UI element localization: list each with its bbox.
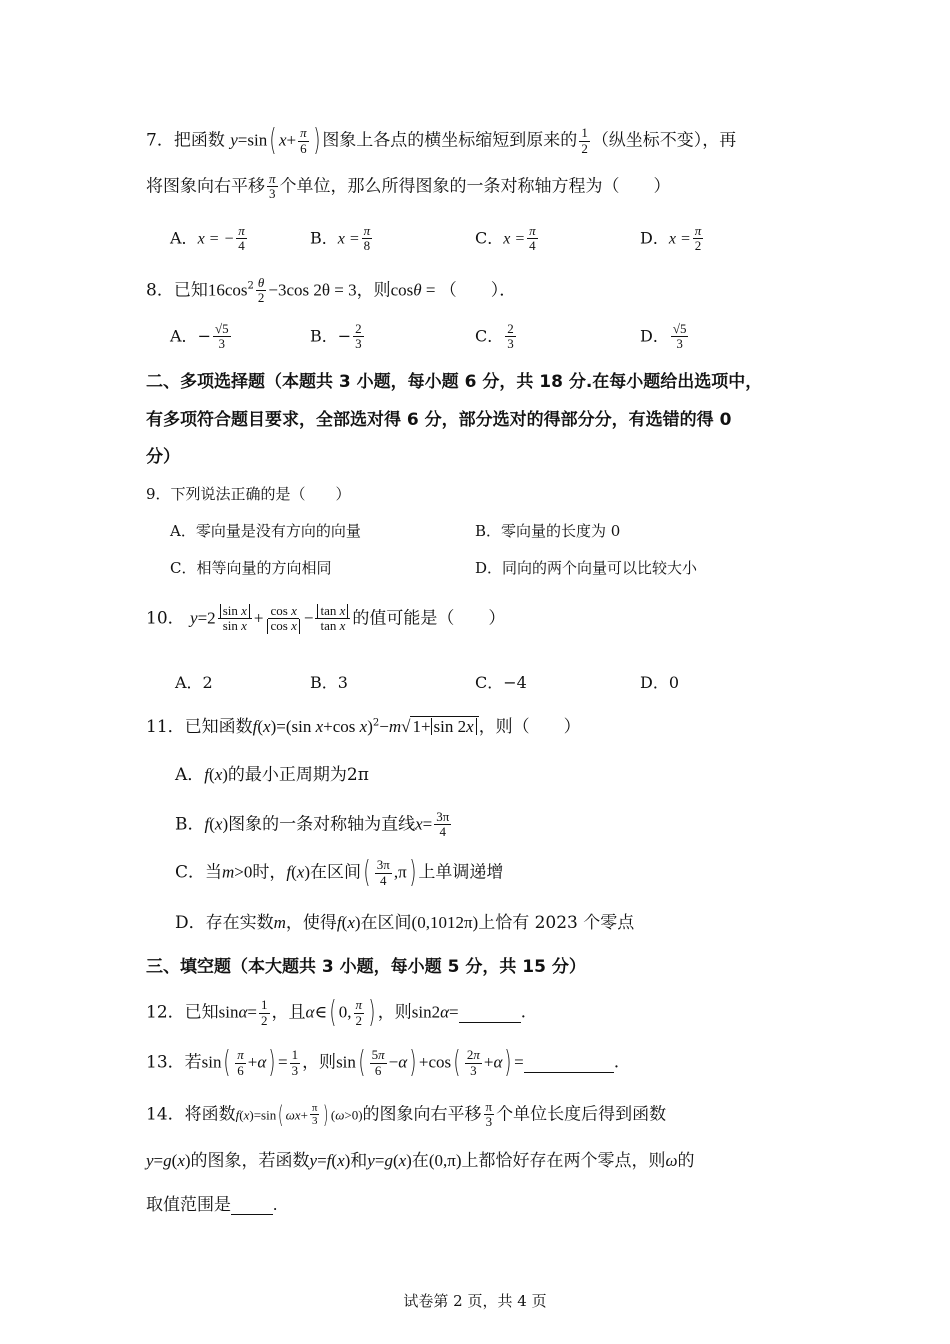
section2-heading-line2: 有多项符合题目要求，全部选对得 6 分，部分选对的得部分分，有选错的得 0 [146, 410, 732, 430]
q14-line2: y=g(x)的图象，若函数y=f(x)和y=g(x)在(0,π)上都恰好存在两个零点，则ω的 [146, 1151, 695, 1171]
q9-option-a[interactable]: A．零向量是没有方向的向量 [170, 522, 361, 540]
q7-text-5: 个单位，那么所得图象的一条对称轴方程为（ ） [279, 176, 671, 197]
q7-option-c[interactable]: C．x = $\frac{\pi}{4}$ [475, 223, 536, 254]
q10-stem: 10． y=2 $\frac{\text{sin x}}{\text{sin x}}$ + $\frac{\text{cos x}}{\text{cos x}}$ − $\frac{\text{tan x}}{\text{tan x}}$ 的值可能是（ ） [146, 603, 506, 634]
q7-option-b[interactable]: B．x = $\frac{\pi}{8}$ [310, 223, 371, 254]
q7-number: 7． [146, 130, 174, 151]
section2-heading-line1: 二、多项选择题（本题共 3 小题，每小题 6 分，共 18 分.在每小题给出选项中， [146, 372, 763, 392]
q11-option-c[interactable]: C．当m>0时，f(x)在区间( $\frac{3\pi}{4}$ ,π) 上单调递增 [175, 855, 504, 890]
q11-option-d[interactable]: D．存在实数m，使得f(x)在区间(0,1012π)上恰有 2023 个零点 [175, 913, 635, 933]
q13-answer-blank[interactable] [524, 1055, 614, 1073]
page-footer: 试卷第 2 页，共 4 页 [403, 1292, 547, 1310]
q9-option-d[interactable]: D．同向的两个向量可以比较大小 [475, 559, 698, 577]
q8-option-b[interactable]: B．− $\frac{2}{3}$ [310, 321, 362, 352]
q11-option-a[interactable]: A．f(x)的最小正周期为2π [175, 765, 369, 785]
q14-line3: 取值范围是 . [146, 1195, 278, 1215]
section3-heading: 三、填空题（本大题共 3 小题，每小题 5 分，共 15 分） [146, 957, 586, 977]
q14-line1: 14．将函数f(x)=sin( ωx+ $\frac{\pi}{3}$ ) (ω>0)的图象向右平移 $\frac{\pi}{3}$ 个单位长度后得到函数 [146, 1099, 667, 1130]
q7-text-1: 把函数 [173, 130, 225, 151]
q7-option-d[interactable]: D．x = $\frac{\pi}{2}$ [640, 223, 702, 254]
q11-option-b[interactable]: B．f(x)图象的一条对称轴为直线x= $\frac{3\pi}{4}$ [175, 809, 450, 840]
q9-option-b[interactable]: B．零向量的长度为 0 [475, 522, 621, 540]
q7-option-a[interactable]: A．x = − $\frac{\pi}{4}$ [170, 223, 245, 254]
q10-option-d[interactable]: D．0 [640, 673, 680, 692]
q7-text-2: 图象上各点的横坐标缩短到原来的 [322, 130, 578, 151]
q7-text-3: （纵坐标不变），再 [591, 130, 737, 151]
q12-answer-blank[interactable] [459, 1005, 521, 1023]
q7-function: y [230, 130, 238, 150]
q10-option-b[interactable]: B．3 [310, 673, 348, 692]
q10-option-a[interactable]: A．2 [175, 673, 213, 692]
q7-text-4: 将图象向右平移 [146, 176, 265, 197]
q9-option-c[interactable]: C．相等向量的方向相同 [170, 559, 332, 577]
q14-answer-blank[interactable] [231, 1197, 273, 1215]
q8-option-c[interactable]: C． $\frac{2}{3}$ [475, 321, 514, 352]
q13-stem: 13．若sin( $\frac{\pi}{6}$ +α) = $\frac{1}{3}$ ，则sin( $\frac{5\pi}{6}$ −α) +cos( $\frac{2\pi}{3}$ +α) = . [146, 1045, 620, 1080]
q7-line2: 将图象向右平移 $\frac{\pi}{3}$ 个单位，那么所得图象的一条对称轴方程为（ ） [146, 171, 671, 202]
q10-option-c[interactable]: C．−4 [475, 673, 527, 692]
section2-heading-line3: 分） [146, 447, 180, 467]
q9-stem: 9．下列说法正确的是（ ） [146, 485, 351, 503]
q11-stem: 11．已知函数f(x)=(sin x+cos x)$^2$−m√ 1+ sin 2x ，则（ ） [146, 717, 581, 737]
q12-stem: 12．已知sinα= $\frac{1}{2}$ ，且α∈( 0, $\frac{\pi}{2}$ ) ，则sin2α= . [146, 995, 527, 1030]
q8-option-d[interactable]: D． $\frac{√5}{3}$ [640, 321, 687, 352]
q8-option-a[interactable]: A．− $\frac{√5}{3}$ [170, 321, 229, 352]
q7-line1: 7．把函数 y=sin( x+ $\frac{\pi}{6}$ ) 图象上各点的横坐标缩短到原来的 $\frac{1}{2}$ （纵坐标不变），再 [146, 123, 737, 158]
q8-stem: 8．已知$16\cos^2$ $\frac{\theta}{2}$ −3cos 2θ = 3，则cosθ = （ ）． [146, 275, 517, 306]
